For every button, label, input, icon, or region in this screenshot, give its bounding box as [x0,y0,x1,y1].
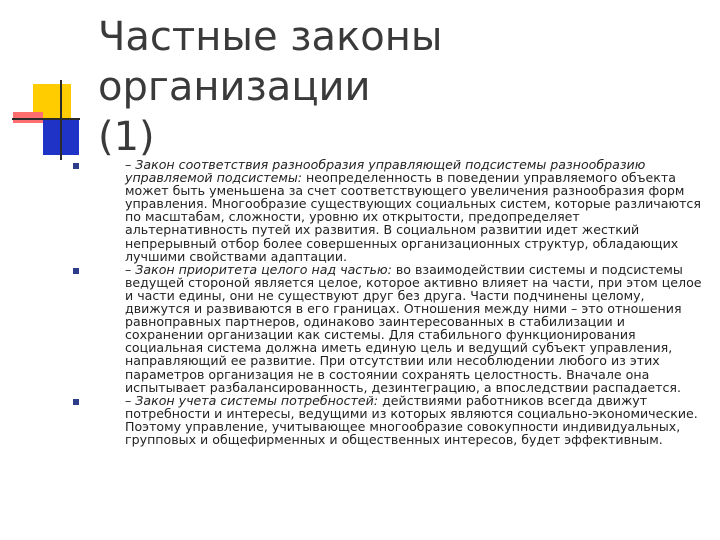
law-name: – Закон соответствия разнообразия управляющей подсистемы разнообразию управляемой подсистемы: [125,157,646,186]
list-item-text [125,158,705,263]
law-list [73,158,705,446]
bullet-icon [73,163,79,169]
list-item-text [125,394,705,446]
list-item-law-3 [73,394,705,446]
decor-vertical-line [60,80,62,160]
law-description: во взаимодействии системы и подсистемы ведущей стороной является целое, которое активно влияет на части, при этом целое и части едины, они не существуют друг без друга. Части подчинены целому, движутся и развиваются в его границах. Отношения между ними – это отношения равноправных партнеров, одинаково заинтересованных в стабилизации и сохранении организации как системы. Для стабильного функционирования социальная система должна иметь единую цель и ведущий субъект управления, направляющий ее развитие. При отсутствии или несоблюдении любого из этих параметров организация не в состоянии сохранять целостность. Вначале она испытывает разбалансированность, дезинтеграцию, а впоследствии распадается. [125,261,702,395]
bullet-icon [73,268,79,274]
list-item-law-2 [73,263,705,394]
slide-title: Частные законы организации (1) [98,14,443,160]
law-description: неопределенность в поведении управляемого объекта может быть уменьшена за счет соответствующего увеличения разнообразия форм управления. Многообразие существующих социальных систем, которые различаются по масштабам, сложности, уровню их открытости, предопределяет альтернативность путей их развития. В социальном развитии идет жесткий непрерывный отбор более совершенных организационных структур, обладающих лучшими свойствами адаптации. [125,170,701,264]
list-item-law-1 [73,158,705,263]
law-description: действиями работников всегда движут потребности и интересы, ведущими из которых являются социально-экономические. Поэтому управление, учитывающее многообразие совокупности индивидуальных, групповых и общефирменных и общественных интересов, будет эффективным. [125,392,698,447]
list-item-text [125,263,705,394]
law-name: – Закон приоритета целого над частью: [125,261,392,277]
bullet-icon [73,399,79,405]
law-name: – Закон учета системы потребностей: [125,392,379,408]
decor-horizontal-line [12,118,80,120]
